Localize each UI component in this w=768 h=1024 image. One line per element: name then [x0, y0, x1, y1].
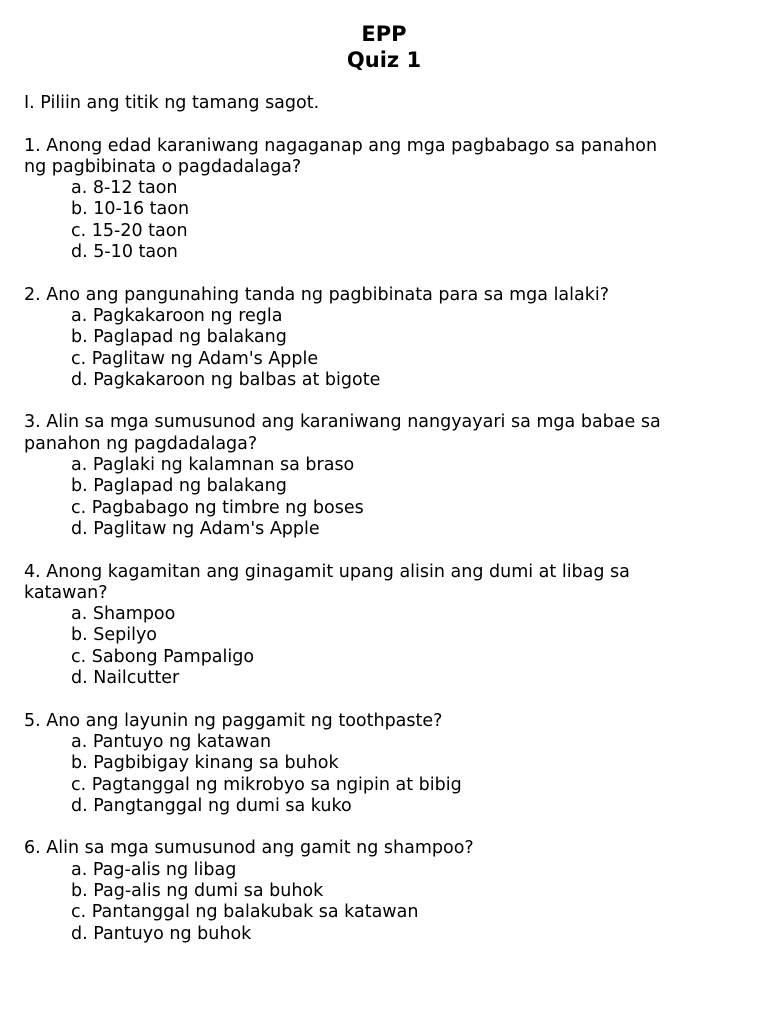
choice-d: d. Pagkakaroon ng balbas at bigote — [71, 369, 381, 390]
question-text-line: panahon ng pagdadalaga? — [24, 433, 258, 454]
choice-c: c. Pagtanggal ng mikrobyo sa ngipin at bibig — [71, 774, 462, 795]
question-block — [24, 838, 744, 944]
choice-c: c. 15-20 taon — [71, 220, 188, 241]
choice-list — [24, 860, 744, 945]
choice-b: b. Pagbibigay kinang sa buhok — [71, 753, 339, 774]
choice-list — [24, 306, 744, 391]
choice-d: d. Nailcutter — [71, 668, 180, 689]
choice-b: b. Pag-alis ng dumi sa buhok — [71, 880, 324, 901]
question-text-line: 6. Alin sa mga sumusunod ang gamit ng shampoo? — [24, 838, 474, 859]
question-text-line: 3. Alin sa mga sumusunod ang karaniwang nangyayari sa mga babae sa — [24, 412, 661, 433]
choice-d: d. Pangtanggal ng dumi sa kuko — [71, 795, 352, 816]
spacer — [24, 689, 744, 710]
choice-list — [24, 455, 744, 540]
choice-a: a. 8-12 taon — [71, 178, 178, 199]
question-text-line: 1. Anong edad karaniwang nagaganap ang mga pagbabago sa panahon — [24, 135, 658, 156]
choice-a: a. Pagkakaroon ng regla — [71, 305, 283, 326]
question-text-line: 4. Anong kagamitan ang ginagamit upang alisin ang dumi at libag sa — [24, 561, 630, 582]
choice-list — [24, 178, 744, 263]
choice-d: d. Pantuyo ng buhok — [71, 923, 252, 944]
choice-a: a. Pag-alis ng libag — [71, 859, 237, 880]
question-block — [24, 562, 744, 690]
question-text-line: katawan? — [24, 582, 108, 603]
choice-c: c. Pantanggal ng balakubak sa katawan — [71, 902, 419, 923]
question-block — [24, 412, 744, 540]
choice-c: c. Paglitaw ng Adam's Apple — [71, 348, 319, 369]
choice-d: d. Paglitaw ng Adam's Apple — [71, 518, 320, 539]
spacer — [24, 540, 744, 561]
choice-b: b. Paglapad ng balakang — [71, 476, 287, 497]
choice-a: a. Pantuyo ng katawan — [71, 731, 272, 752]
choice-a: a. Paglaki ng kalamnan sa braso — [71, 455, 355, 476]
choice-b: b. 10-16 taon — [71, 199, 190, 220]
choice-a: a. Shampoo — [71, 604, 176, 625]
subject-title: EPP — [361, 22, 407, 46]
spacer — [24, 391, 744, 412]
choice-c: c. Sabong Pampaligo — [71, 646, 255, 667]
question-text-line: 5. Ano ang layunin ng paggamit ng toothpaste? — [24, 710, 443, 731]
spacer — [24, 114, 744, 135]
quiz-content — [24, 93, 744, 945]
instructions: I. Piliin ang titik ng tamang sagot. — [24, 93, 320, 113]
quiz-title: Quiz 1 — [346, 48, 422, 72]
question-text-line: 2. Ano ang pangunahing tanda ng pagbibinata para sa mga lalaki? — [24, 284, 610, 305]
question-block — [24, 711, 744, 817]
spacer — [24, 263, 744, 284]
choice-list — [24, 732, 744, 817]
choice-d: d. 5-10 taon — [71, 242, 178, 263]
choice-b: b. Sepilyo — [71, 625, 158, 646]
question-text-line: ng pagbibinata o pagdadalaga? — [24, 156, 302, 177]
choice-list — [24, 604, 744, 689]
question-block — [24, 136, 744, 264]
choice-c: c. Pagbabago ng timbre ng boses — [71, 497, 364, 518]
question-block — [24, 285, 744, 391]
choice-b: b. Paglapad ng balakang — [71, 327, 287, 348]
spacer — [24, 817, 744, 838]
